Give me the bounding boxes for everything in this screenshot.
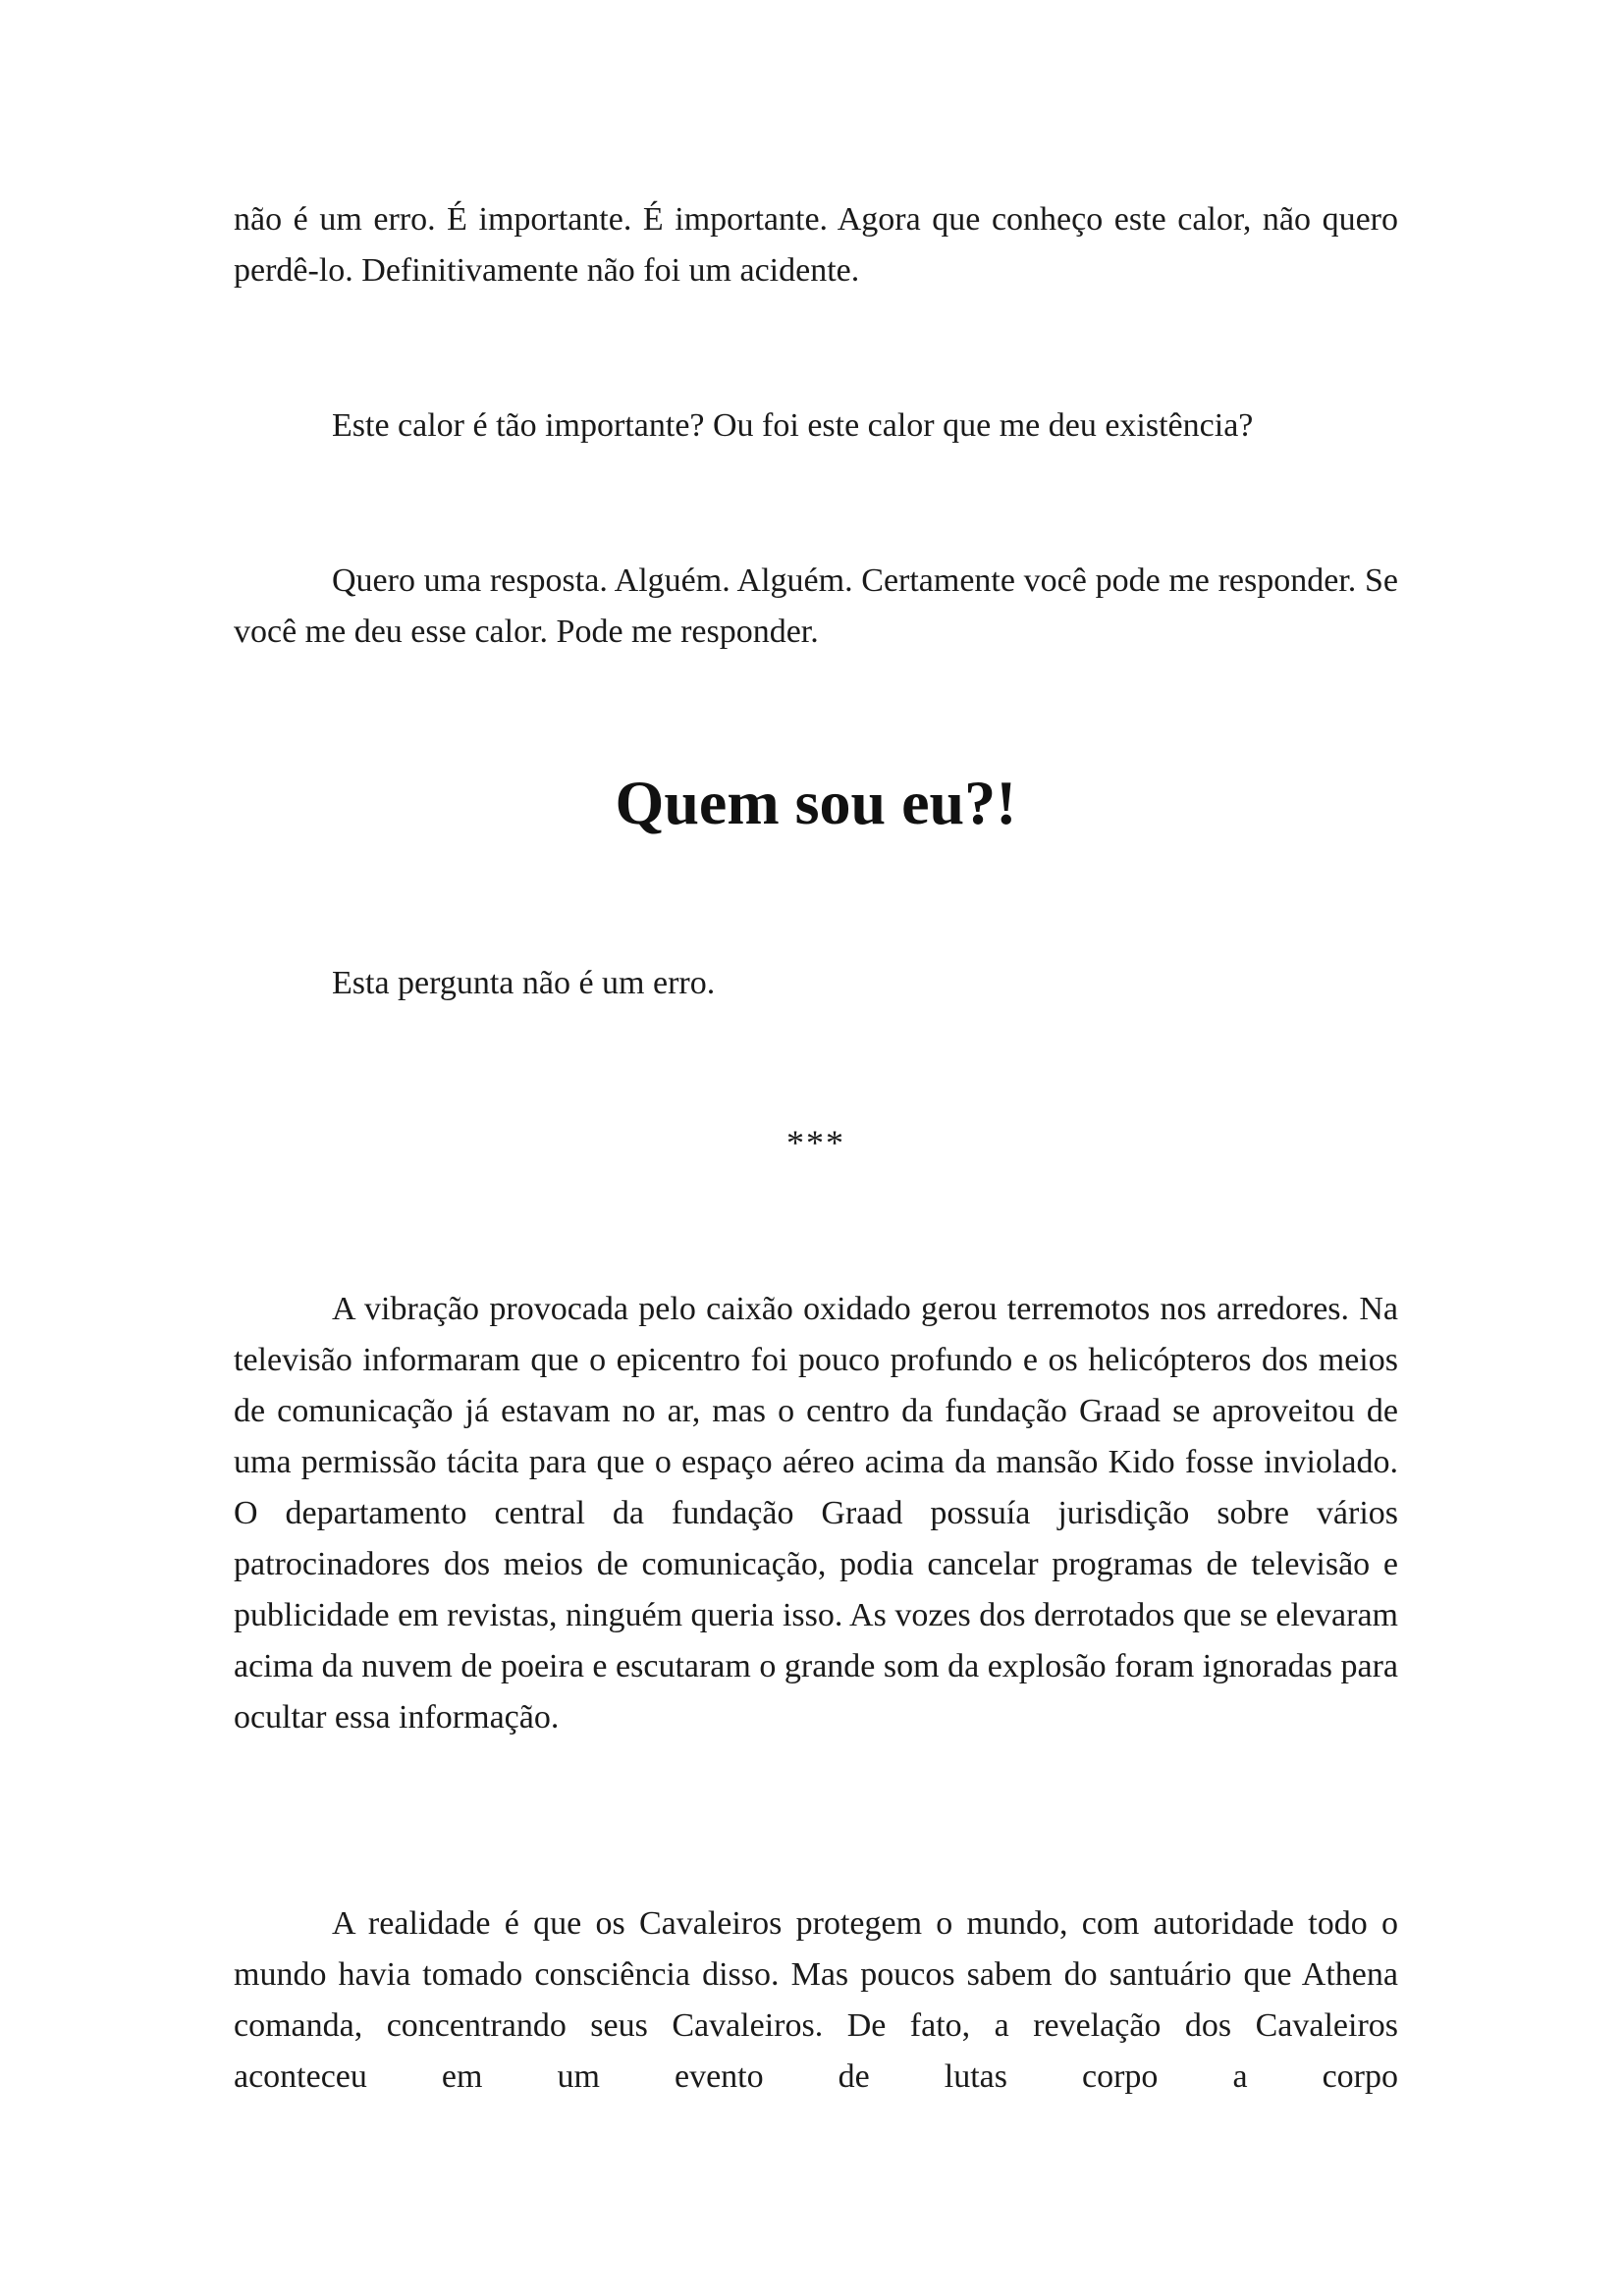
paragraph-continuation (234, 194, 1398, 296)
paragraph-text: A realidade é que os Cavaleiros protegem o mundo, com autoridade todo o mundo havia tomado consciência disso. Mas poucos sabem do santuário que Athena comanda, concentrando seus Cavaleiros. De fato, a revelação dos Cavaleiros aconteceu em um evento de lutas corpo a corpo (234, 1905, 1398, 2095)
section-heading: Quem sou eu?! (615, 768, 1017, 837)
scene-separator: *** (786, 1123, 845, 1162)
paragraph-text: Este calor é tão importante? Ou foi este calor que me deu existência? (332, 407, 1254, 444)
paragraph-resposta (234, 556, 1398, 658)
paragraph-text: Esta pergunta não é um erro. (332, 965, 716, 1001)
paragraph-calor-question (234, 400, 1398, 452)
paragraph-text: A vibração provocada pelo caixão oxidado gerou terremotos nos arredores. Na televisão informaram que o epicentro foi pouco profundo e os helicópteros dos meios de comunicação já estavam no ar, mas o centro da fundação Graad se aproveitou de uma permissão tácita para que o espaço aéreo acima da mansão Kido fosse inviolado. O departamento central da fundação Graad possuía jurisdição sobre vários patrocinadores dos meios de comunicação, podia cancelar programas de televisão e publicidade em revistas, ninguém queria isso. As vozes dos derrotados que se elevaram acima da nuvem de poeira e escutaram o grande som da explosão foram ignoradas para ocultar essa informação. (234, 1291, 1398, 1735)
paragraph-realidade (234, 1898, 1398, 2103)
paragraph-vibracao (234, 1284, 1398, 1743)
paragraph-text: não é um erro. É importante. É importante. Agora que conheço este calor, não quero perdê-lo. Definitivamente não foi um acidente. (234, 201, 1398, 289)
paragraph-pergunta (234, 958, 1398, 1009)
paragraph-text: Quero uma resposta. Alguém. Alguém. Certamente você pode me responder. Se você me deu esse calor. Pode me responder. (234, 562, 1398, 650)
